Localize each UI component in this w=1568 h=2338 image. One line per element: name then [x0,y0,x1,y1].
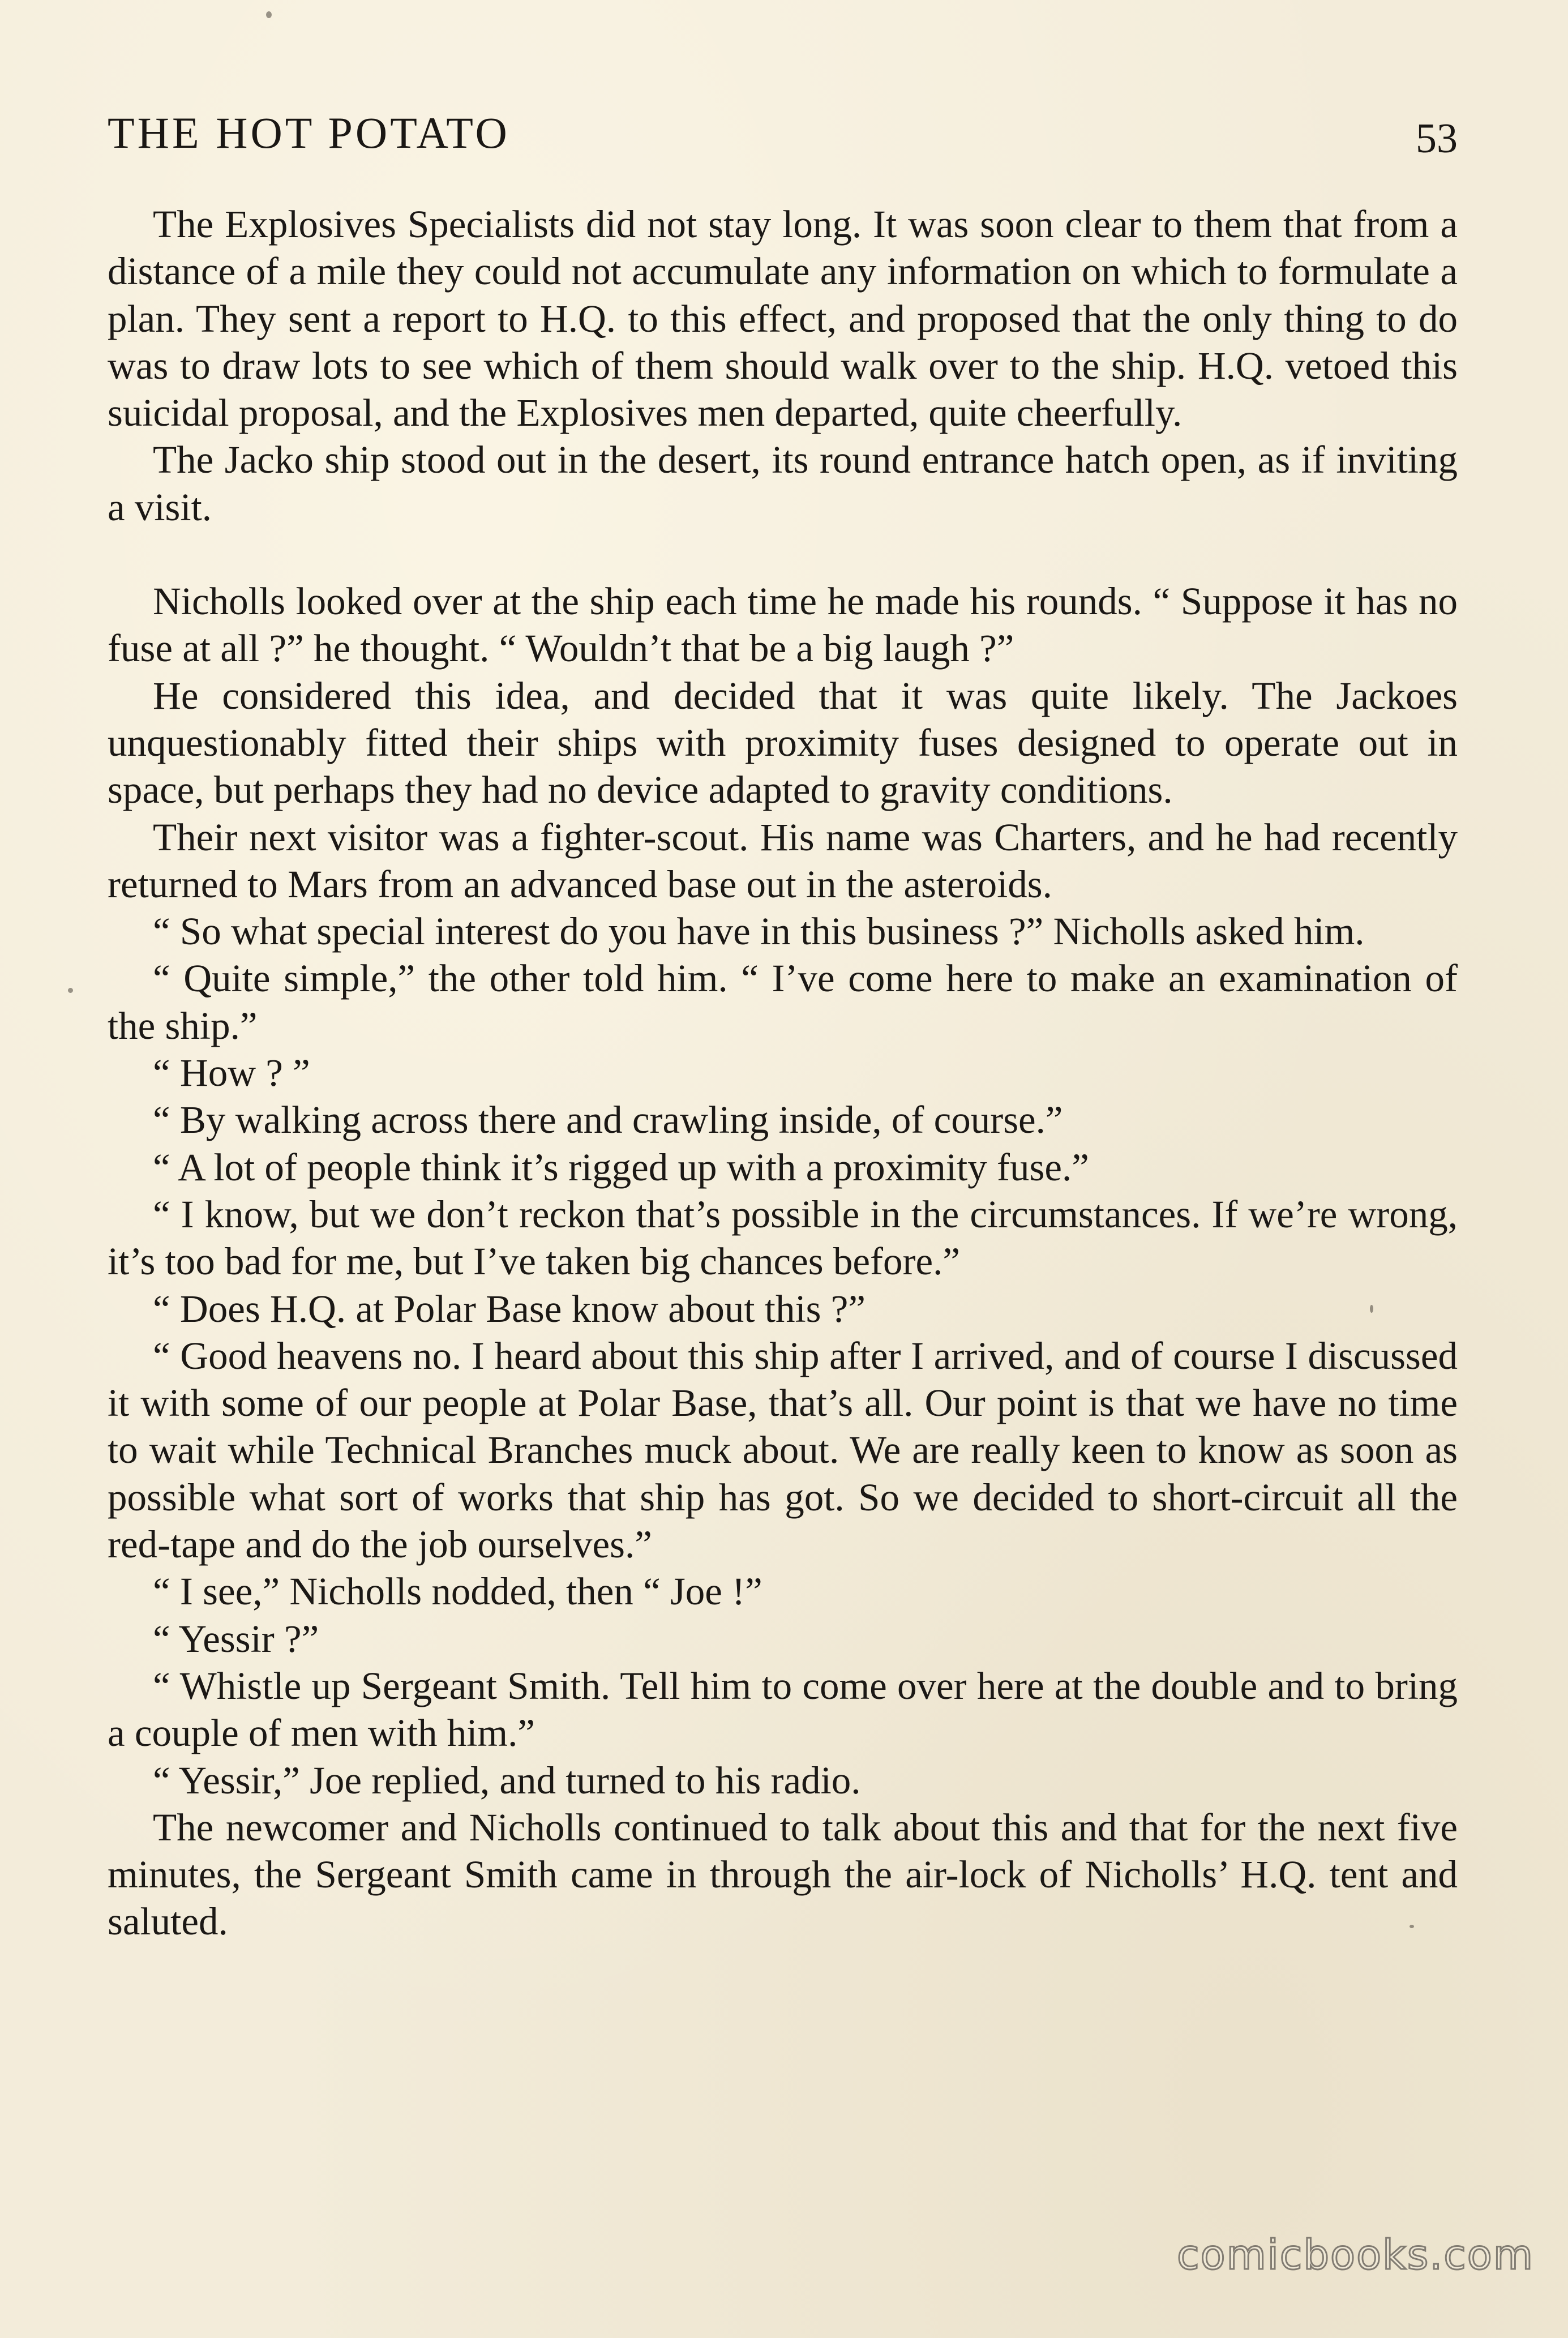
paragraph: “ A lot of people think it’s rigged up with a proximity fuse.” [153,1145,1089,1189]
page-number: 53 [1416,115,1458,162]
paragraph: “ I see,” Nicholls nodded, then “ Joe !” [153,1570,762,1613]
paragraph: “ Does H.Q. at Polar Base know about this ?” [153,1287,866,1330]
body-text [108,201,1458,1946]
paragraph: “ By walking across there and crawling inside, of course.” [153,1098,1063,1142]
paragraph: The Jacko ship stood out in the desert, its round entrance hatch open, as if inviting a visit. [108,438,1458,529]
paragraph: Their next visitor was a fighter-scout. His name was Charters, and he had recently returned to Mars from an advanced base out in the asteroids. [108,815,1458,906]
paper-speck [68,988,73,993]
paragraph: “ Good heavens no. I heard about this ship after I arrived, and of course I discussed it with some of our people at Polar Base, that’s all. Our point is that we have no time to wait while Technical Branches muck about. We are really keen to know as soon as possible what sort of works that ship has got. So we decided to short-circuit all the red-tape and do the job ourselves.” [108,1334,1458,1566]
paragraph: The Explosives Specialists did not stay long. It was soon clear to them that from a distance of a mile they could not accumulate any information on which to formulate a plan. They sent a report to H.Q. to this effect, and proposed that the only thing to do was to draw lots to see which of them should walk over to the ship. H.Q. vetoed this suicidal proposal, and the Explosives men departed, quite cheerfully. [108,203,1458,435]
paragraph: The newcomer and Nicholls continued to talk about this and that for the next five minutes, the Sergeant Smith came in through the air-lock of Nicholls’ H.Q. tent and saluted. [108,1805,1458,1943]
page-header [108,108,1458,164]
paper-speck [1410,1925,1414,1928]
paragraph: “ Whistle up Sergeant Smith. Tell him to come over here at the double and to bring a couple of men with him.” [108,1664,1458,1755]
paragraph: “ So what special interest do you have in this business ?” Nicholls asked him. [153,910,1365,953]
paragraph: “ Quite simple,” the other told him. “ I’ve come here to make an examination of the ship.” [108,957,1458,1047]
paragraph: “ Yessir,” Joe replied, and turned to his radio. [153,1758,861,1802]
watermark-logo: comicbooks.com [1176,2231,1534,2279]
paragraph: “ How ? ” [153,1051,310,1095]
paper-speck [266,11,272,18]
paragraph: “ Yessir ?” [153,1617,319,1660]
paragraph: He considered this idea, and decided that it was quite likely. The Jackoes unquestionably fitted their ships with proximity fuses designed to operate out in space, but perhaps they had no device adapted to gravity conditions. [108,674,1458,812]
running-head: THE HOT POTATO [108,108,510,157]
paper-speck [1370,1305,1373,1313]
paragraph: Nicholls looked over at the ship each time he made his rounds. “ Suppose it has no fuse at all ?” he thought. “ Wouldn’t that be a big laugh ?” [108,580,1458,670]
paragraph: “ I know, but we don’t reckon that’s possible in the circumstances. If we’re wrong, it’s too bad for me, but I’ve taken big chances before.” [108,1192,1458,1283]
